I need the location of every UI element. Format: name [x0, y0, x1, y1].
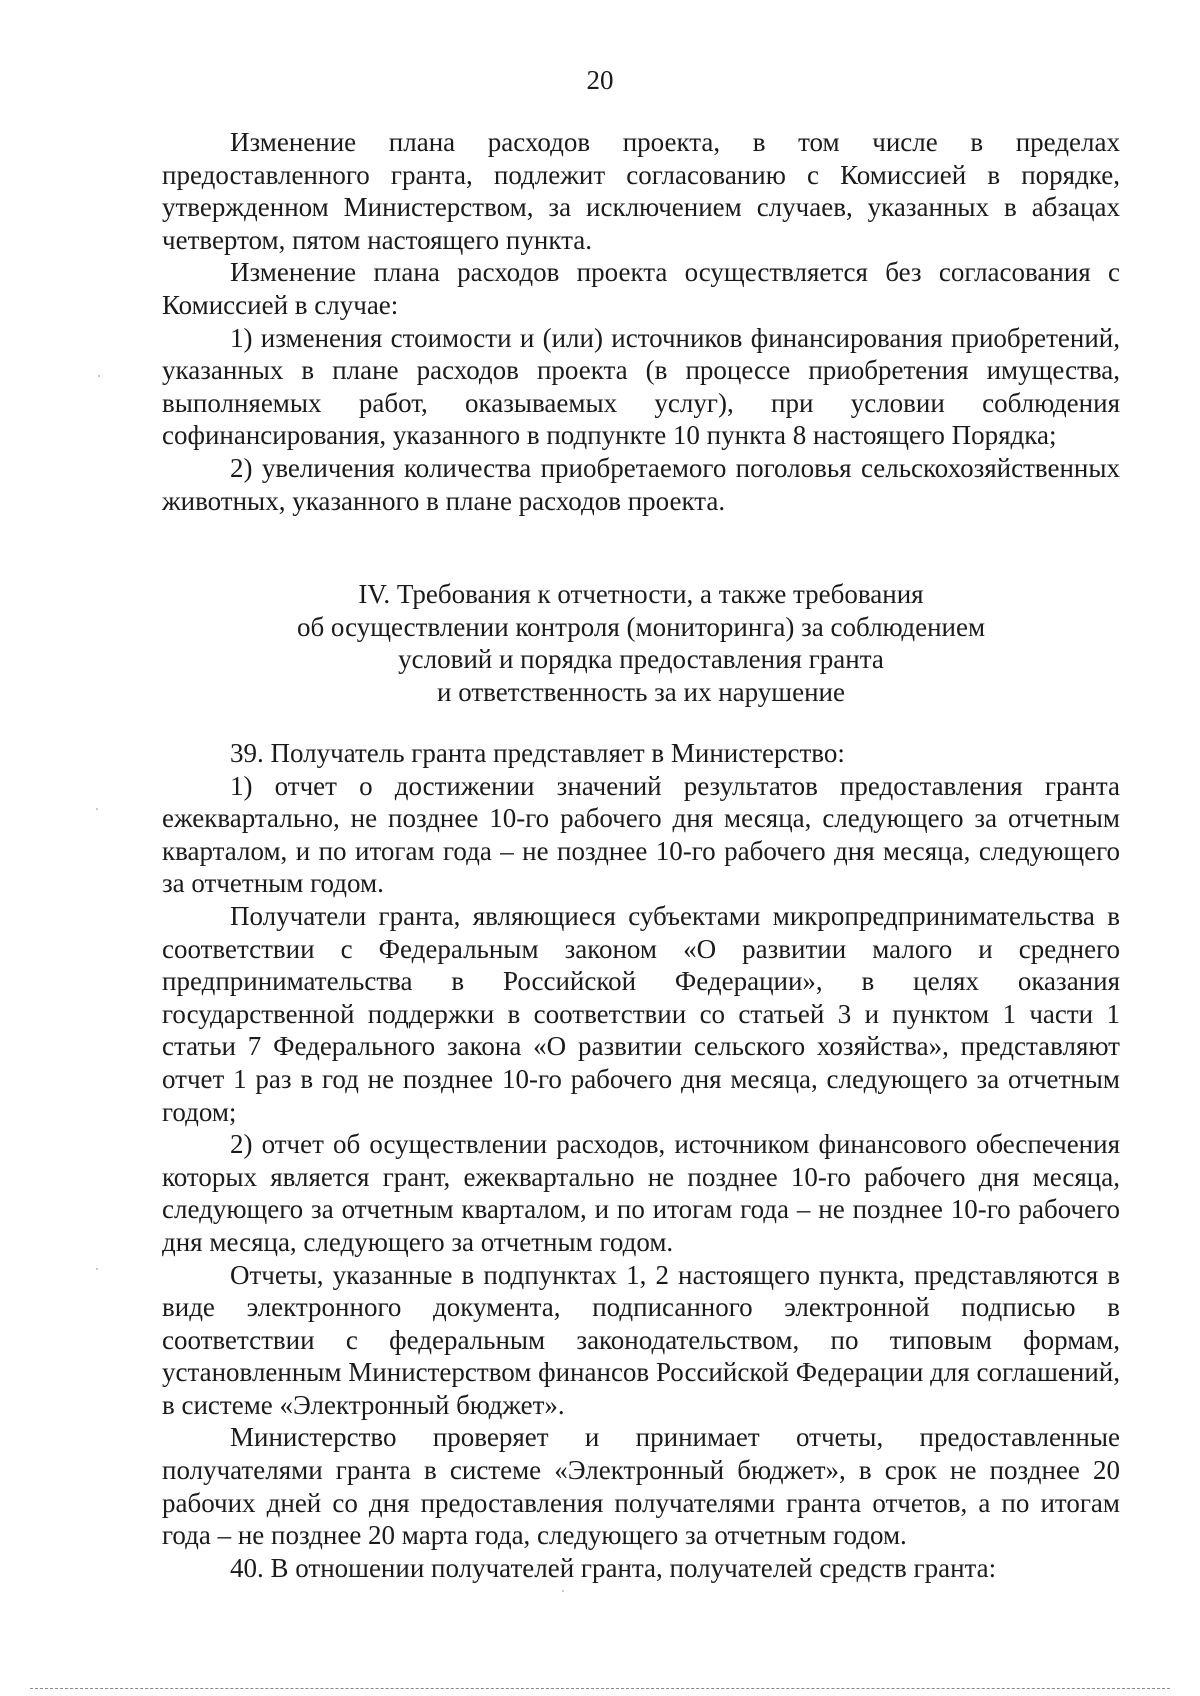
paragraph: Изменение плана расходов проекта осуществляется без согласования с Комиссией в случае: — [162, 257, 1120, 320]
paragraph: 1) отчет о достижении значений результатов предоставления гранта ежеквартально, не позднее 10-го рабочего дня месяца, следующего за отчетным кварталом, и по итогам года – не позднее 10-го рабочего дня месяца, следующего за отчетным годом. — [162, 770, 1120, 899]
scan-speck — [96, 1268, 98, 1270]
paragraph: 40. В отношении получателей гранта, получателей средств гранта: — [230, 1552, 997, 1583]
paragraph: 2) отчет об осуществлении расходов, источником финансового обеспечения которых является грант, ежеквартально не позднее 10-го рабочего дня месяца, следующего за отчетным кварталом, и по итогам года – не позднее 10-го рабочего дня месяца, следующего за отчетным годом. — [162, 1129, 1120, 1257]
section-heading-line: и ответственность за их нарушение — [437, 676, 845, 707]
section-heading-line: об осуществлении контроля (мониторинга) за соблюдением — [296, 611, 986, 642]
section-heading — [162, 578, 1120, 708]
paragraph: 39. Получатель гранта представляет в Министерство: — [230, 738, 845, 768]
section-heading-line: условий и порядка предоставления гранта — [398, 644, 884, 675]
scan-edge-line — [30, 1688, 1170, 1690]
paragraph: Отчеты, указанные в подпунктах 1, 2 настоящего пункта, представляются в виде электронного документа, подписанного электронной подписью в соответствии с федеральным законодательством, по типовым формам, установленным Министерством финансов Российской Федерации для соглашений, в системе «Электронный бюджет». — [162, 1259, 1120, 1420]
scan-speck — [96, 808, 98, 810]
paragraph: 1) изменения стоимости и (или) источников финансирования приобретений, указанных в плане расходов проекта (в процессе приобретения имущества, выполняемых работ, оказываемых услуг), при условии соблюдения софинансирования, указанного в подпункте 10 пункта 8 настоящего Порядка; — [162, 322, 1120, 451]
scan-speck — [562, 1590, 564, 1592]
section-heading-line: IV. Требования к отчетности, а также требования — [358, 579, 924, 609]
page-number: 20 — [586, 65, 614, 95]
text-block-top — [162, 126, 1120, 517]
scan-speck — [98, 375, 100, 377]
paragraph: Министерство проверяет и принимает отчеты, предоставленные получателями гранта в системе «Электронный бюджет», в срок не позднее 20 рабочих дней со дня предоставления получателями гранта отчетов, а по итогам года – не позднее 20 марта года, следующего за отчетным годом. — [162, 1422, 1120, 1551]
paragraph: 2) увеличения количества приобретаемого поголовья сельскохозяйственных животных, указанного в плане расходов проекта. — [162, 452, 1120, 516]
text-block-bottom — [162, 737, 1120, 1584]
paragraph: Изменение плана расходов проекта, в том числе в пределах предоставленного гранта, подлежит согласованию с Комиссией в порядке, утвержденном Министерством, за исключением случаев, указанных в абзацах четвертом, пятом настоящего пункта. — [162, 127, 1120, 255]
paragraph: Получатели гранта, являющиеся субъектами микропредпринимательства в соответствии с Федеральным законом «О развитии малого и среднего предпринимательства в Российской Федерации», в целях оказания государственной поддержки в соответствии со статьей 3 и пунктом 1 части 1 статьи 7 Федерального закона «О развитии сельского хозяйства», представляют отчет 1 раз в год не позднее 10-го рабочего дня месяца, следующего за отчетным годом; — [162, 900, 1120, 1127]
